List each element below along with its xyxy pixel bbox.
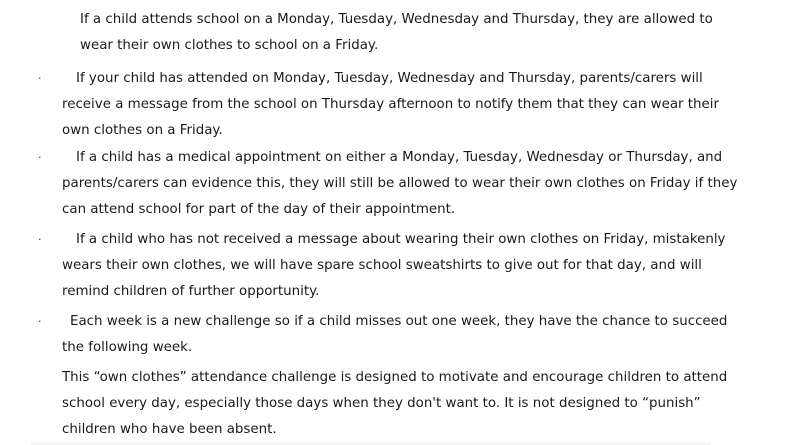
bullet-marker: ·: [38, 72, 42, 85]
paragraph-weekly-challenge: [62, 309, 727, 361]
paragraph-friday-rule: [80, 7, 713, 59]
text-line: the following week.: [62, 340, 193, 355]
text-line: parents/carers can evidence this, they will still be allowed to wear their own clothes on Friday if they: [62, 176, 738, 191]
text-line: receive a message from the school on Thursday afternoon to notify them that they can wear their: [62, 97, 720, 112]
paragraph-medical-appointment: [62, 145, 737, 223]
page-cutoff-edge: [30, 440, 710, 445]
text-line: If a child attends school on a Monday, Tuesday, Wednesday and Thursday, they are allowed to: [80, 12, 713, 27]
paragraph-challenge-purpose: [62, 365, 727, 443]
text-line: own clothes on a Friday.: [62, 123, 223, 138]
text-line: wears their own clothes, we will have spare school sweatshirts to give out for that day, and will: [62, 258, 702, 273]
text-line: Each week is a new challenge so if a child misses out one week, they have the chance to succeed: [70, 314, 728, 329]
paragraph-spare-sweatshirts: [62, 227, 725, 305]
paragraph-thursday-message: [62, 66, 719, 144]
text-line: wear their own clothes to school on a Friday.: [80, 38, 379, 53]
text-line: school every day, especially those days when they don't want to. It is not designed to “punish”: [62, 396, 701, 411]
text-line: If a child has a medical appointment on either a Monday, Tuesday, Wednesday or Thursday, and: [76, 150, 723, 165]
text-line: This “own clothes” attendance challenge is designed to motivate and encourage children to attend: [62, 370, 728, 385]
text-line: children who have been absent.: [62, 422, 277, 437]
bullet-marker: ·: [38, 315, 42, 328]
bullet-marker: ·: [38, 151, 42, 164]
bullet-marker: ·: [38, 233, 42, 246]
text-line: remind children of further opportunity.: [62, 284, 320, 299]
text-line: If your child has attended on Monday, Tuesday, Wednesday and Thursday, parents/carers will: [76, 71, 703, 86]
text-line: can attend school for part of the day of their appointment.: [62, 202, 456, 217]
text-line: If a child who has not received a message about wearing their own clothes on Friday, mistakenly: [76, 232, 726, 247]
